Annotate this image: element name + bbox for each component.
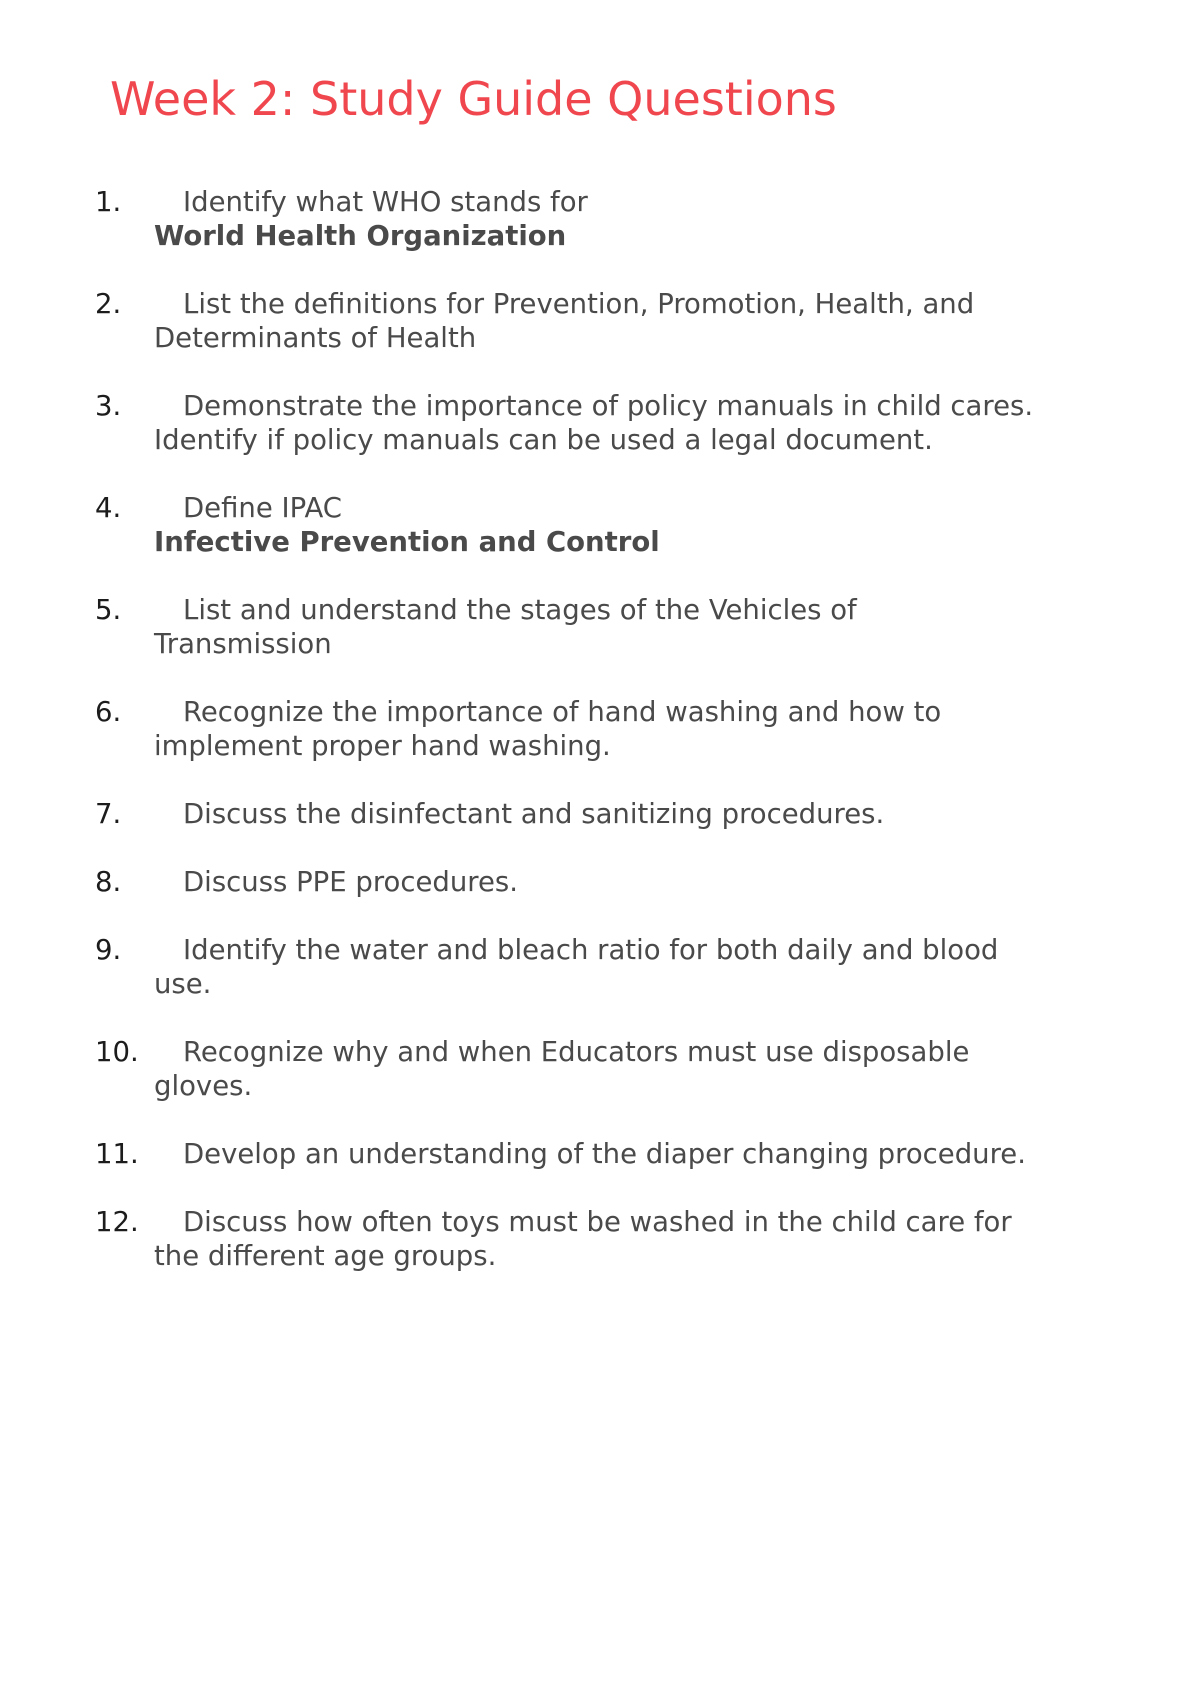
- question-text: Define IPAC: [183, 492, 342, 524]
- question-item: [0, 1035, 1200, 1103]
- question-item: [0, 389, 1200, 457]
- question-number: 12.: [95, 1206, 139, 1238]
- question-number: 11.: [95, 1138, 139, 1170]
- page-title: Week 2: Study Guide Questions: [110, 72, 837, 126]
- question-body: [154, 1035, 1114, 1103]
- question-body: [154, 185, 1114, 253]
- question-item: [0, 1137, 1200, 1171]
- question-answer: Infective Prevention and Control: [154, 526, 660, 558]
- question-number: 1.: [95, 186, 122, 218]
- question-number: 8.: [95, 866, 122, 898]
- question-body: [154, 865, 1114, 899]
- question-item: [0, 695, 1200, 763]
- question-item: [0, 797, 1200, 831]
- question-number: 5.: [95, 594, 122, 626]
- question-text: List and understand the stages of the Vehicles of Transmission: [154, 594, 857, 660]
- question-list: [0, 185, 1200, 1307]
- question-body: [154, 695, 1114, 763]
- question-text: Identify what WHO stands for: [183, 186, 588, 218]
- question-body: [154, 797, 1114, 831]
- question-number: 3.: [95, 390, 122, 422]
- question-body: [154, 593, 1114, 661]
- question-item: [0, 185, 1200, 253]
- question-number: 4.: [95, 492, 122, 524]
- question-body: [154, 491, 1114, 559]
- question-text: Demonstrate the importance of policy manuals in child cares. Identify if policy manuals can be used a legal document.: [154, 390, 1034, 456]
- question-item: [0, 593, 1200, 661]
- question-text: Recognize why and when Educators must use disposable gloves.: [154, 1036, 970, 1102]
- question-body: [154, 933, 1114, 1001]
- question-body: [154, 287, 1114, 355]
- question-body: [154, 1137, 1114, 1171]
- question-number: 7.: [95, 798, 122, 830]
- question-body: [154, 1205, 1114, 1273]
- question-text: List the definitions for Prevention, Promotion, Health, and Determinants of Health: [154, 288, 975, 354]
- question-answer: World Health Organization: [154, 220, 567, 252]
- question-item: [0, 1205, 1200, 1273]
- question-number: 6.: [95, 696, 122, 728]
- question-text: Develop an understanding of the diaper changing procedure.: [183, 1138, 1026, 1170]
- question-text: Discuss PPE procedures.: [183, 866, 518, 898]
- question-item: [0, 865, 1200, 899]
- question-item: [0, 933, 1200, 1001]
- question-number: 2.: [95, 288, 122, 320]
- question-item: [0, 491, 1200, 559]
- question-text: Recognize the importance of hand washing and how to implement proper hand washing.: [154, 696, 942, 762]
- question-item: [0, 287, 1200, 355]
- question-number: 10.: [95, 1036, 139, 1068]
- question-text: Discuss how often toys must be washed in the child care for the different age groups.: [154, 1206, 1012, 1272]
- question-text: Discuss the disinfectant and sanitizing procedures.: [183, 798, 885, 830]
- question-number: 9.: [95, 934, 122, 966]
- question-body: [154, 389, 1114, 457]
- question-text: Identify the water and bleach ratio for both daily and blood use.: [154, 934, 999, 1000]
